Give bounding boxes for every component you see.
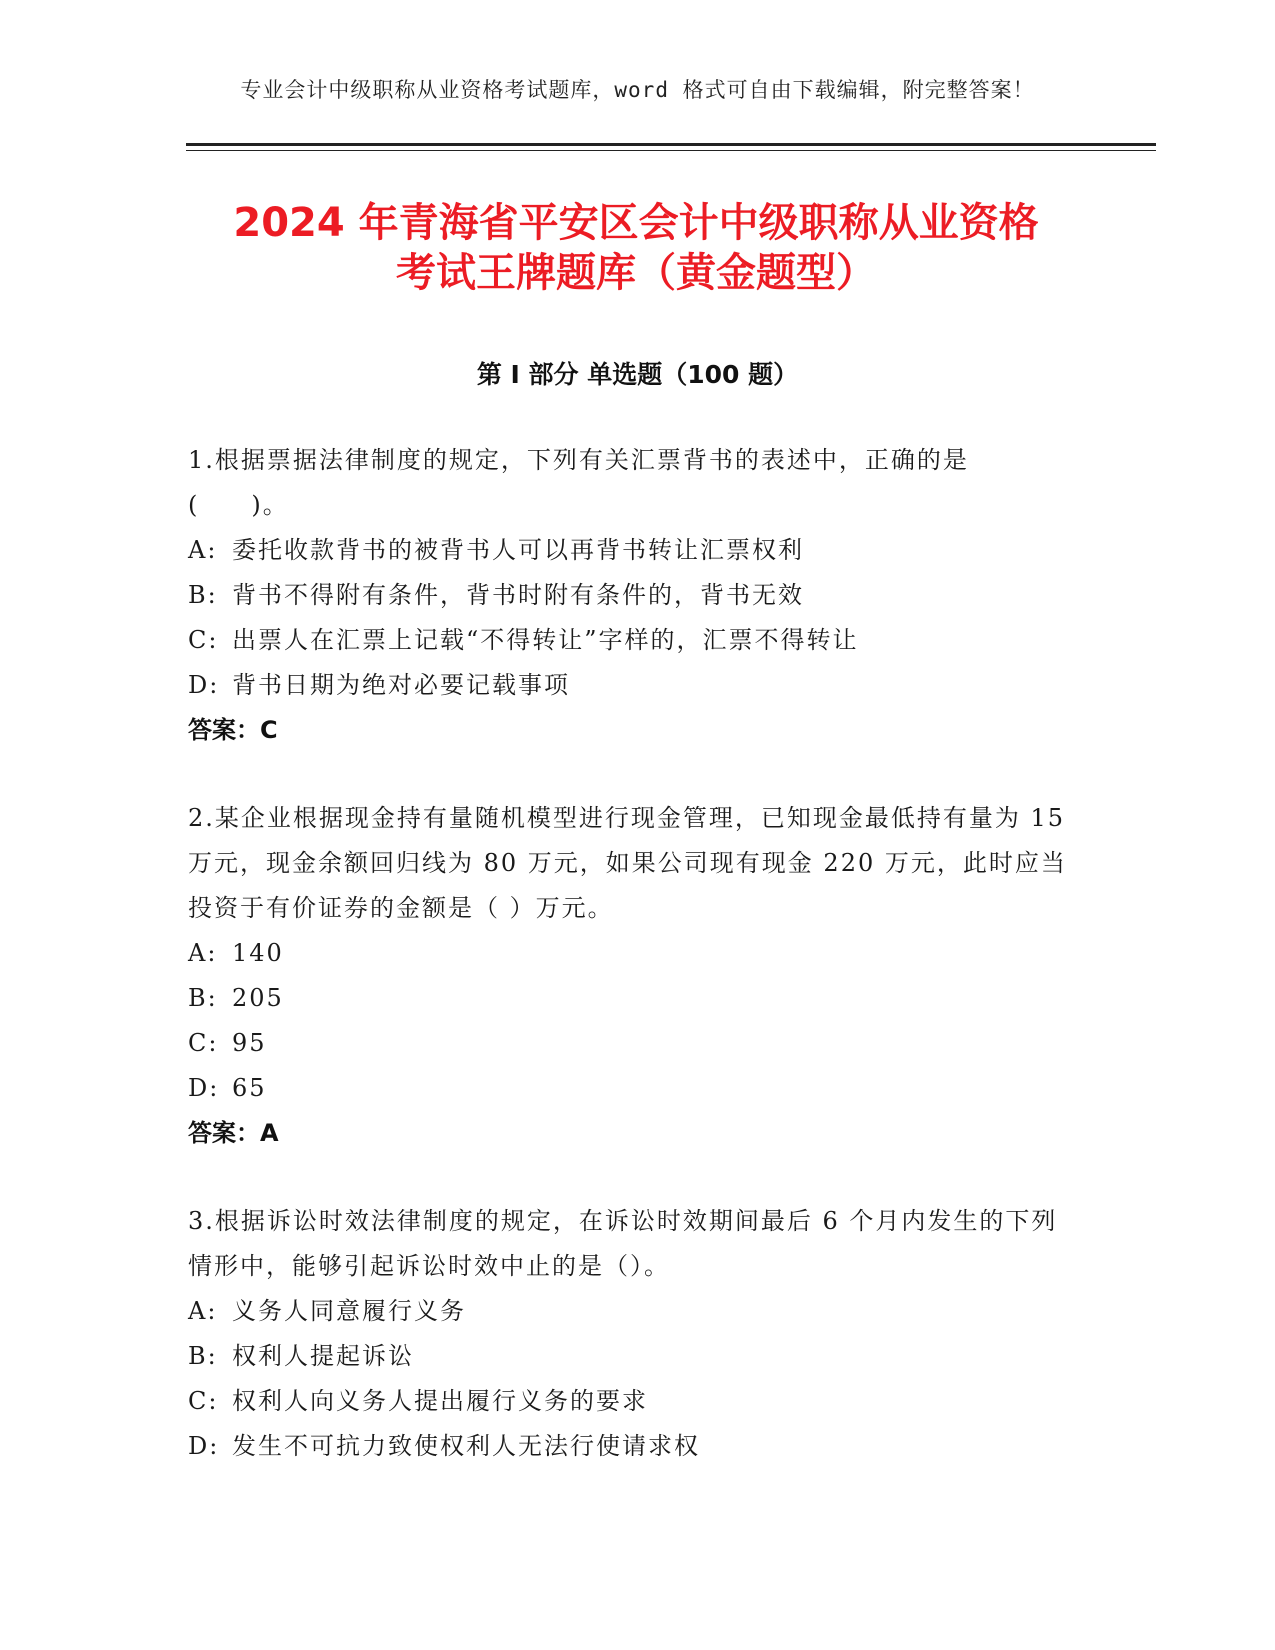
option-a	[188, 1289, 1068, 1334]
option-d	[188, 663, 1068, 708]
document-title-line-2: 考试王牌题库（黄金题型）	[396, 250, 876, 296]
option-key: D:	[188, 1432, 220, 1460]
option-key: B:	[188, 1342, 218, 1370]
option-c	[188, 1379, 1068, 1424]
option-b	[188, 573, 1068, 618]
question-2	[188, 796, 1068, 1156]
option-key: C:	[188, 626, 219, 654]
option-key: D:	[188, 671, 220, 699]
option-key: B:	[188, 581, 218, 609]
option-a	[188, 931, 1068, 976]
option-text: 背书不得附有条件，背书时附有条件的，背书无效	[232, 581, 804, 609]
question-1	[188, 438, 1068, 753]
option-key: B:	[188, 984, 218, 1012]
option-key: A:	[188, 1297, 218, 1325]
option-b	[188, 976, 1068, 1021]
header-note: 专业会计中级职称从业资格考试题库，word 格式可自由下载编辑，附完整答案！	[240, 78, 1035, 102]
option-key: C:	[188, 1029, 219, 1057]
header-rule-thick	[186, 143, 1156, 146]
option-text: 权利人向义务人提出履行义务的要求	[232, 1387, 648, 1415]
document-title-line-1: 2024 年青海省平安区会计中级职称从业资格	[233, 200, 1039, 246]
option-c	[188, 618, 1068, 663]
option-text: 发生不可抗力致使权利人无法行使请求权	[232, 1432, 700, 1460]
header-rule-thin	[186, 150, 1156, 151]
option-text: 委托收款背书的被背书人可以再背书转让汇票权利	[232, 536, 804, 564]
option-key: A:	[188, 536, 218, 564]
question-stem: 2.某企业根据现金持有量随机模型进行现金管理，已知现金最低持有量为 15 万元，现金余额回归线为 80 万元，如果公司现有现金 220 万元，此时应当投资于有价证券的金额是（ ）万元。	[188, 804, 1067, 922]
question-stem: 3.根据诉讼时效法律制度的规定，在诉讼时效期间最后 6 个月内发生的下列情形中，能够引起诉讼时效中止的是（）。	[188, 1207, 1058, 1280]
option-text: 出票人在汇票上记载“不得转让”字样的，汇票不得转让	[232, 626, 859, 654]
section-title: 第 I 部分 单选题（100 题）	[476, 360, 799, 389]
option-a	[188, 528, 1068, 573]
option-c	[188, 1021, 1068, 1066]
answer: 答案：A	[188, 1119, 279, 1147]
option-text: 65	[232, 1074, 267, 1102]
question-list	[188, 438, 1068, 1512]
option-b	[188, 1334, 1068, 1379]
question-3	[188, 1199, 1068, 1469]
option-text: 95	[232, 1029, 267, 1057]
option-key: A:	[188, 939, 218, 967]
answer: 答案：C	[188, 716, 278, 744]
option-text: 背书日期为绝对必要记载事项	[232, 671, 570, 699]
option-text: 义务人同意履行义务	[232, 1297, 466, 1325]
document-title	[186, 198, 1086, 298]
question-stem: 1.根据票据法律制度的规定，下列有关汇票背书的表述中，正确的是( )。	[188, 446, 969, 519]
option-d	[188, 1066, 1068, 1111]
option-text: 140	[232, 939, 284, 967]
option-key: C:	[188, 1387, 219, 1415]
option-text: 205	[232, 984, 284, 1012]
option-text: 权利人提起诉讼	[232, 1342, 414, 1370]
option-key: D:	[188, 1074, 220, 1102]
option-d	[188, 1424, 1068, 1469]
